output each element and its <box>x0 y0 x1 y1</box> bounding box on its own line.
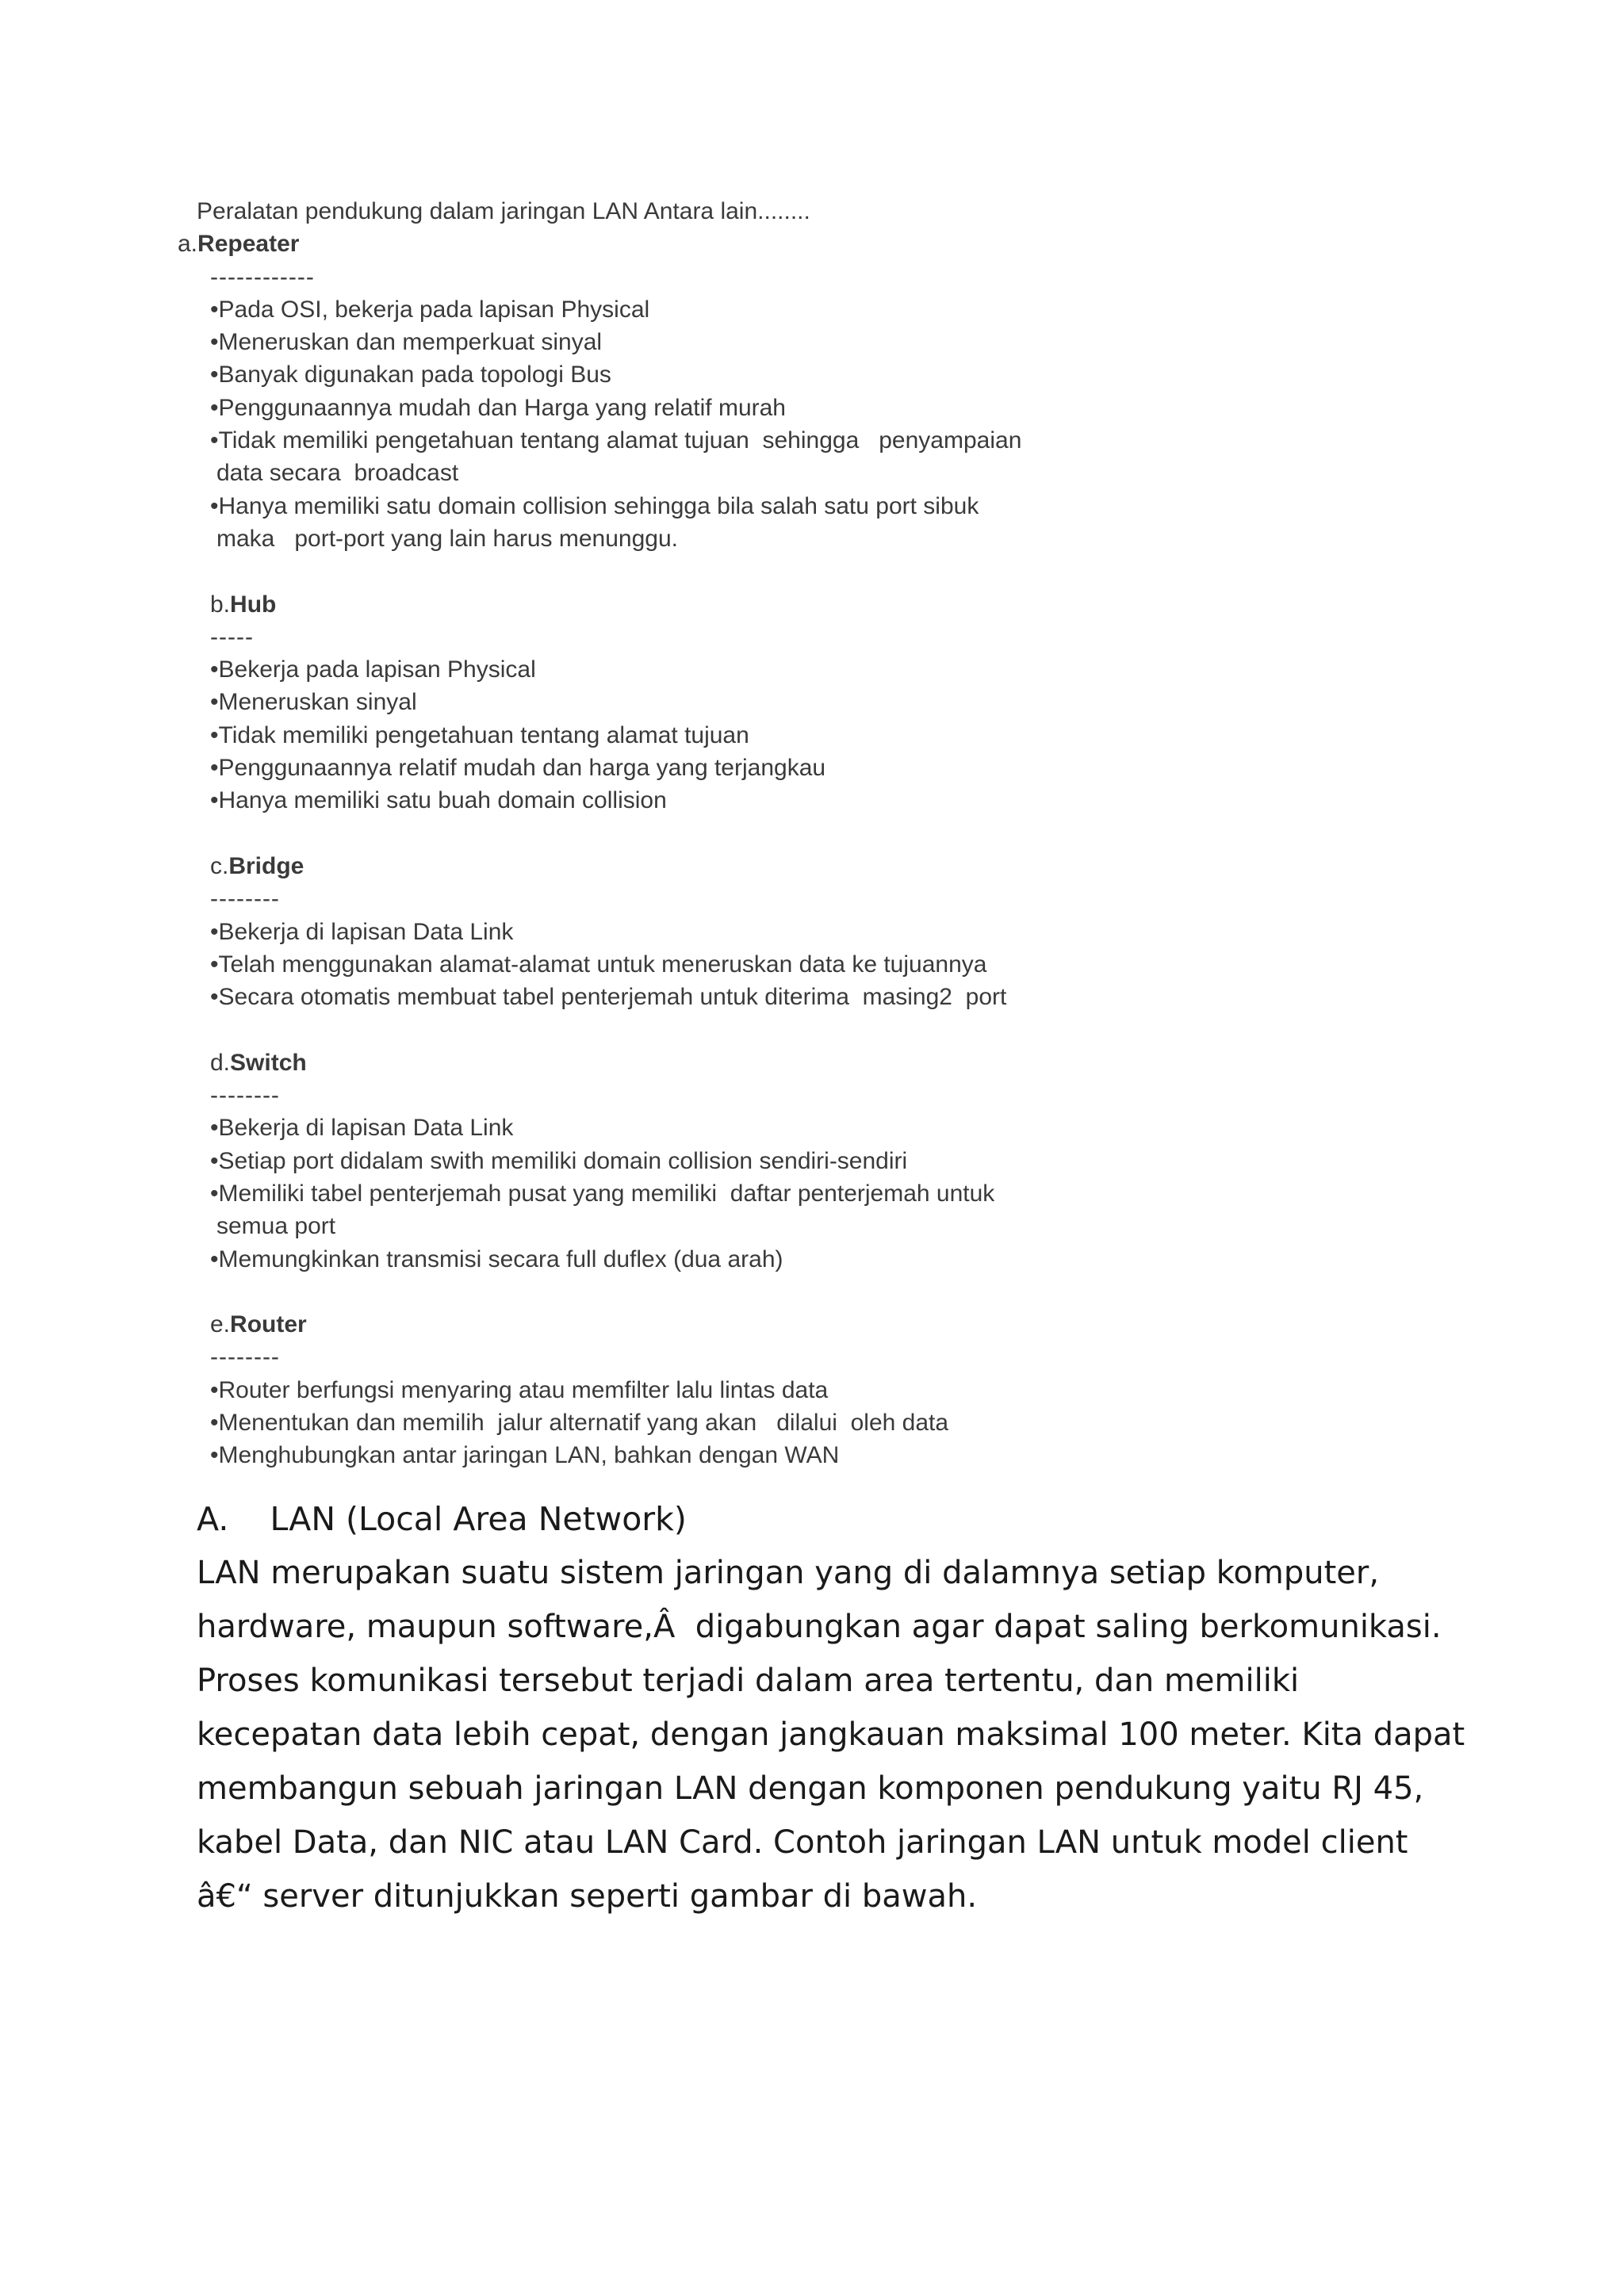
bullet-item: •Penggunaannya relatif mudah dan harga yang terjangkau <box>210 755 826 782</box>
paragraph-line: â€“ server ditunjukkan seperti gambar di bawah. <box>197 1878 978 1915</box>
bullet-item: •Setiap port didalam swith memiliki domain collision sendiri-sendiri <box>210 1147 908 1174</box>
bullet-item: •Memiliki tabel penterjemah pusat yang memiliki daftar penterjemah untuk <box>210 1180 995 1207</box>
section-letter: b. <box>210 591 231 618</box>
bullet-item: •Router berfungsi menyaring atau memfilter lalu lintas data <box>210 1376 829 1403</box>
section-title: Bridge <box>228 852 304 879</box>
section-divider: -------- <box>210 1344 280 1371</box>
bullet-item: •Tidak memiliki pengetahuan tentang alamat tujuan sehingga penyampaian <box>210 427 1022 454</box>
bullet-item: •Meneruskan sinyal <box>210 689 417 716</box>
paragraph-line: kabel Data, dan NIC atau LAN Card. Contoh jaringan LAN untuk model client <box>197 1824 1408 1861</box>
paragraph-line: kecepatan data lebih cepat, dengan jangkauan maksimal 100 meter. Kita dapat <box>197 1716 1465 1753</box>
paragraph-line: Proses komunikasi tersebut terjadi dalam area tertentu, dan memiliki <box>197 1663 1300 1699</box>
bullet-item: •Hanya memiliki satu domain collision sehingga bila salah satu port sibuk <box>210 492 979 519</box>
bullet-item: •Bekerja di lapisan Data Link <box>210 918 514 945</box>
bullet-item: •Secara otomatis membuat tabel penterjemah untuk diterima masing2 port <box>210 984 1007 1011</box>
equipment-list <box>0 195 1021 1472</box>
section-title: Repeater <box>197 231 300 258</box>
lan-paragraph <box>197 1546 1561 1923</box>
section-letter: c. <box>210 852 229 879</box>
section-heading <box>0 1308 1021 1341</box>
sections-container <box>0 228 1021 1471</box>
intro-line: Peralatan pendukung dalam jaringan LAN Antara lain........ <box>197 198 810 224</box>
section-gap <box>0 817 1021 850</box>
bullet-item: •Penggunaannya mudah dan Harga yang relatif murah <box>210 394 786 421</box>
section-title: Router <box>230 1311 307 1338</box>
section-gap <box>0 555 1021 587</box>
section-letter: a. <box>178 231 198 258</box>
section-letter: d. <box>210 1049 231 1076</box>
paragraph-line: hardware, maupun software,Â digabungkan agar dapat saling berkomunikasi. <box>197 1609 1442 1645</box>
section-divider: ------------ <box>210 263 315 290</box>
lan-heading: A. LAN (Local Area Network) <box>197 1500 687 1538</box>
lan-section <box>197 1492 1561 1923</box>
paragraph-line: membangun sebuah jaringan LAN dengan komponen pendukung yaitu RJ 45, <box>197 1770 1424 1807</box>
bullet-continuation: maka port-port yang lain harus menunggu. <box>216 525 678 552</box>
section-title: Switch <box>230 1049 307 1076</box>
bullet-continuation: semua port <box>216 1213 336 1240</box>
bullet-item: •Meneruskan dan memperkuat sinyal <box>210 329 603 356</box>
bullet-item: •Pada OSI, bekerja pada lapisan Physical <box>210 296 650 323</box>
bullet-item: •Hanya memiliki satu buah domain collision <box>210 787 667 814</box>
section-divider: ----- <box>210 623 254 650</box>
bullet-item: •Menentukan dan memilih jalur alternatif yang akan dilalui oleh data <box>210 1409 949 1436</box>
section-heading <box>0 1047 1021 1079</box>
bullet-item: •Banyak digunakan pada topologi Bus <box>210 362 611 388</box>
section-heading <box>0 850 1021 882</box>
bullet-item: •Tidak memiliki pengetahuan tentang alamat tujuan <box>210 721 749 748</box>
section-letter: e. <box>210 1311 231 1338</box>
section-gap <box>0 1276 1021 1308</box>
section-heading <box>0 228 1021 260</box>
bullet-item: •Menghubungkan antar jaringan LAN, bahkan dengan WAN <box>210 1442 840 1469</box>
bullet-item: •Memungkinkan transmisi secara full duflex (dua arah) <box>210 1246 783 1272</box>
bullet-item: •Telah menggunakan alamat-alamat untuk meneruskan data ke tujuannya <box>210 951 987 978</box>
bullet-item: •Bekerja di lapisan Data Link <box>210 1115 514 1142</box>
bullet-continuation: data secara broadcast <box>216 460 459 487</box>
section-divider: -------- <box>210 1082 280 1109</box>
section-gap <box>0 1013 1021 1046</box>
bullet-item: •Bekerja pada lapisan Physical <box>210 656 536 683</box>
section-divider: -------- <box>210 886 280 913</box>
section-heading <box>0 588 1021 621</box>
section-title: Hub <box>230 591 277 618</box>
paragraph-line: LAN merupakan suatu sistem jaringan yang di dalamnya setiap komputer, <box>197 1555 1380 1591</box>
